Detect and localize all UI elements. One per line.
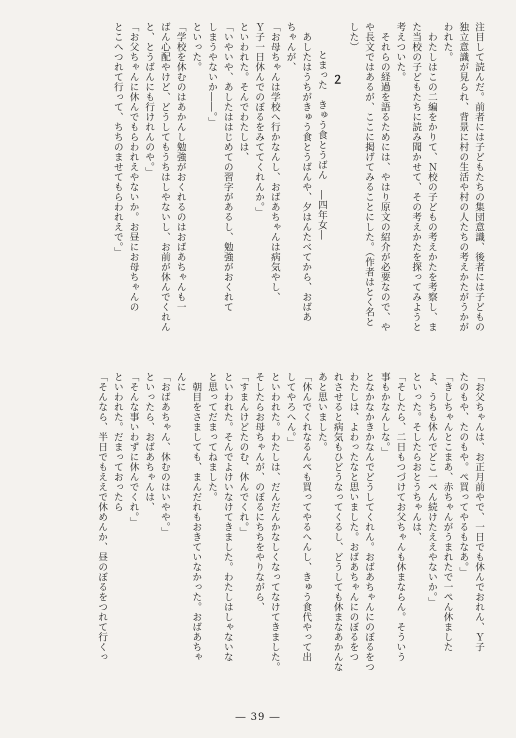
text-line: と、とうばんにも行けれんのや。」 xyxy=(143,22,155,178)
text-line: 注目して読んだ。前者には子どもたちの集団意識、後者には子どもの xyxy=(473,22,484,332)
text-line: そしたらお母ちゃんが、のぼるにちちをやりながら、 xyxy=(253,372,265,612)
text-line: 「休んでくれなるんぺも買ってやるへんし、きゅう食代やって出 xyxy=(300,372,312,662)
text-line: といわれた。そんでわたしは、 xyxy=(237,22,249,162)
section-number: ２ xyxy=(330,74,344,86)
text-line: といわれた。だまっておったら xyxy=(111,372,123,512)
bottom-text-block xyxy=(40,372,486,690)
text-line: ちゃんが、 xyxy=(284,22,296,72)
text-line: 考えついた。 xyxy=(394,22,406,82)
text-line: た当校の子どもたちに読み聞かせて、その考えかたを探ってみようと xyxy=(410,22,422,332)
text-line: 「いやいや、あしたははじめての習字があるし、勉強がおくれて xyxy=(221,22,233,312)
text-line: 「お父ちゃんに休んでもらわれえやないか。お昼にお母ちゃんの xyxy=(127,22,139,312)
text-line: んに xyxy=(174,372,186,392)
text-line: わたしはこの二編をかりて、Ｎ校の子どもの考えかたを考察し、ま xyxy=(425,22,437,332)
text-line: 「おばあちゃん、休むのはいやや。」 xyxy=(158,372,170,538)
text-line: とこへつれて行って、ちちのませてもらわれえで。」 xyxy=(111,22,123,258)
text-line: 事もかなんしな。」 xyxy=(378,372,390,458)
page-number: ― 39 ― xyxy=(235,712,281,723)
text-line: ばん心配やけど、どうしてもうちはしやないし、お前が休んでくれん xyxy=(158,22,170,332)
text-line: した） xyxy=(347,22,359,52)
text-line: われた。 xyxy=(441,22,453,62)
text-line: あしたはうちがきゅう食とうばんや、夕はんたべてから、おばあ xyxy=(300,22,312,322)
text-line: 「そしたら、二日もつづけてお父ちゃんも休まならん。そういう xyxy=(394,372,406,662)
text-line: 「お母ちゃんは学校へ行かなんし、おばあちゃんは病気やし、 xyxy=(268,22,280,302)
text-line: れさせると病気もひどうなってくるし、どうしても休まなあかんな xyxy=(331,372,343,672)
essay-title: とまった きゅう食とうばん ―四年女― xyxy=(315,50,327,240)
text-line: 「そんなら、半日でもええで休めんか、昼のぼるをつれて行くっ xyxy=(96,372,108,662)
text-line: 「お父ちゃんは、お正月前やで、一日でも休んでおれん、Ｙ子 xyxy=(473,372,484,652)
text-line: よ、うちも休んでどこ一ぺん続けたええやないか。」 xyxy=(425,372,437,608)
text-line: 「すまんけどたのむ、休んでくれ。」 xyxy=(237,372,249,538)
text-line: と思ってだまってねました。 xyxy=(206,372,218,502)
text-line: たのもや、たのもや。ぺ買ってやるもなあ。」 xyxy=(457,372,469,578)
text-line: といったら、おばあちゃんは、 xyxy=(143,372,155,512)
text-line: 「そんな事いわずに休んでくれ。」 xyxy=(127,372,139,528)
text-line: といわれた。そんでよけいなけてきました。わたしはしゃないな xyxy=(221,372,233,662)
text-line: 「きしちゃんとこまあ、赤ちゃんがうまれたで一ぺん休ました xyxy=(441,372,453,652)
text-line: といった。 xyxy=(190,22,202,72)
text-line: Ｙ子一日休んでのぼるをみててくれんか。」 xyxy=(253,22,265,218)
text-line: それらの経過を語るためには、やはり原文の紹介が必要なので、や xyxy=(378,22,390,332)
text-line: してやろへん。」 xyxy=(284,372,296,448)
text-line: となかなかきかなんでどうしてくれん。おばあちゃんにのぼるをつ xyxy=(363,372,375,672)
text-line: 「学校を休むのはあかんし勉強がおくれるのはおばあちゃんも一 xyxy=(174,22,186,312)
text-line: 独立意識が見られ、背景に村の生活や村の人たちの考えかたがうかが xyxy=(457,22,469,332)
text-line: 朝目をさましても、まんだれもおきていなかった。おばあちゃ xyxy=(190,372,202,662)
text-line: わたしは、よわったなと思いました。おばあちゃんにのぼるをつ xyxy=(347,372,359,662)
text-line: や長文ではあるが、ここに掲げてみることにした。（作者はとく名と xyxy=(363,22,375,328)
text-line: といわれた。わたしは、だんだんかなしくなってなけてきました。 xyxy=(268,372,280,672)
text-line: しまうやないか――。」 xyxy=(206,22,218,128)
text-line: あと思いました。 xyxy=(315,372,327,452)
top-text-block xyxy=(40,22,486,340)
text-line: といった。そしたらおとうちゃんは、 xyxy=(410,372,422,542)
